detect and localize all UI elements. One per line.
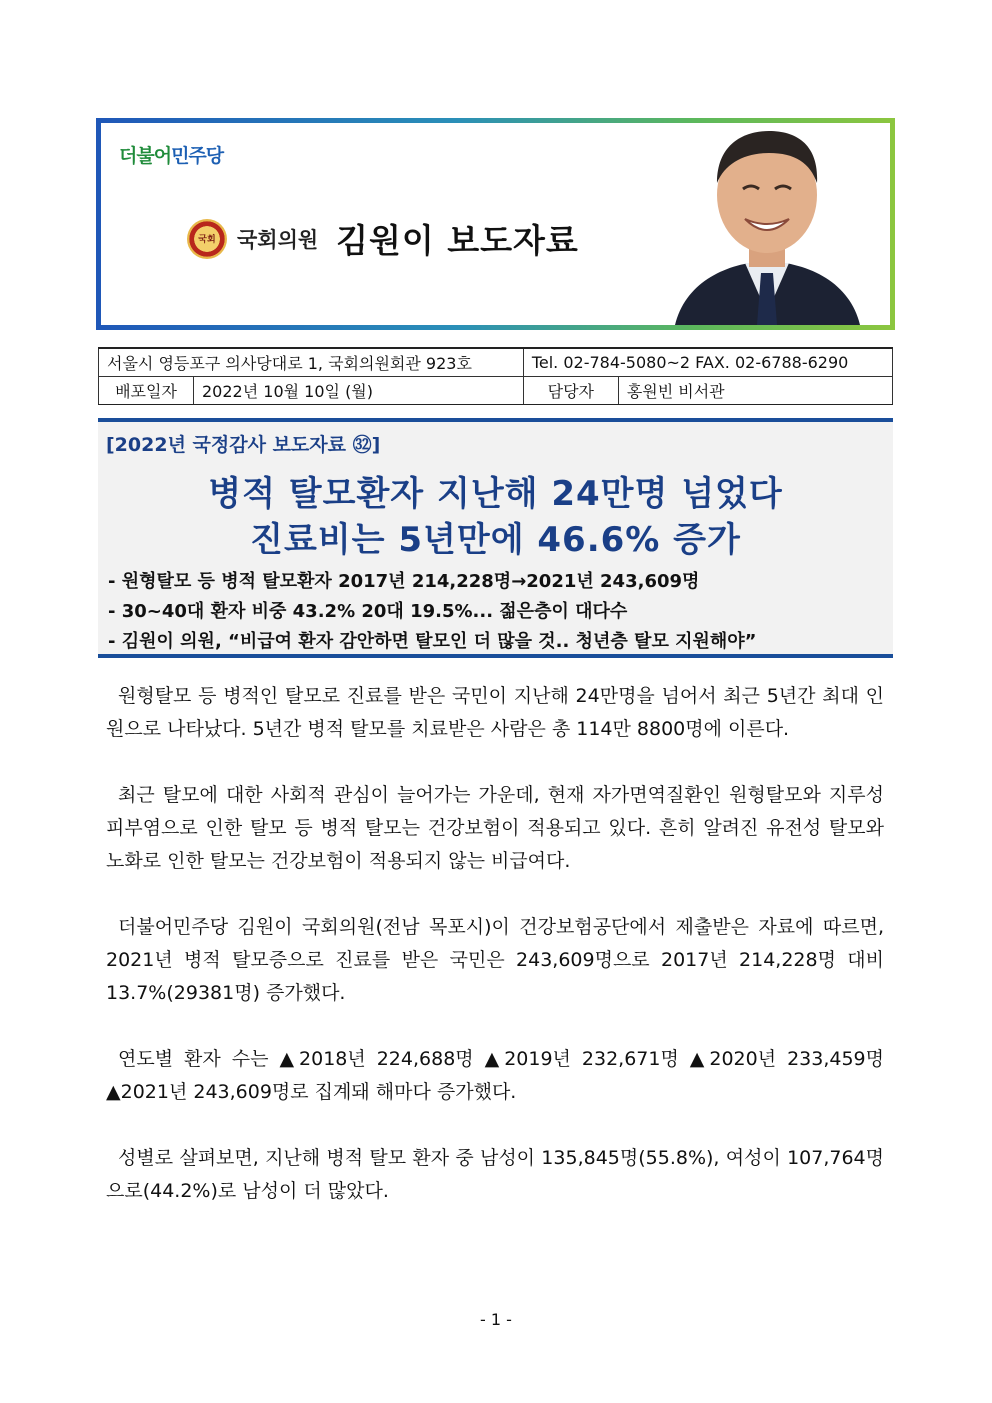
title-row xyxy=(187,215,579,262)
info-row-address xyxy=(99,348,893,377)
paragraph: 성별로 살펴보면, 지난해 병적 탈모 환자 중 남성이 135,845명(55.8%), 여성이 107,764명으로(44.2%)로 남성이 더 많았다. xyxy=(106,1147,884,1202)
person-label: 담당자 xyxy=(523,377,618,405)
main-title-line2: 진료비는 5년만에 46.6% 증가 xyxy=(250,520,741,560)
doc-title: 김원이 보도자료 xyxy=(336,221,579,260)
party-logo xyxy=(119,141,223,168)
banner-inner xyxy=(101,123,890,325)
paragraph: 연도별 환자 수는 ▲2018년 224,688명 ▲2019년 232,671명 ▲2020년 233,459명 ▲2021년 243,609명로 집계돼 해마다 증가했다. xyxy=(106,1048,884,1103)
info-row-date xyxy=(99,377,893,405)
date-label: 배포일자 xyxy=(99,377,194,405)
report-tag: [2022년 국정감사 보도자료 ㉜] xyxy=(106,434,381,456)
party-logo-part1: 더불어 xyxy=(119,145,172,167)
subheads xyxy=(108,567,756,657)
page-number: - 1 - xyxy=(480,1310,512,1329)
person-value: 홍원빈 비서관 xyxy=(618,377,892,405)
article-body xyxy=(106,680,884,1241)
portrait-photo xyxy=(645,123,890,325)
main-title-line1: 병적 탈모환자 지난해 24만명 넘었다 xyxy=(208,474,783,514)
member-label: 국회의원 xyxy=(237,227,319,252)
seal-text: 국회 xyxy=(198,235,216,245)
portrait-illustration xyxy=(645,123,890,325)
date-value: 2022년 10월 10일 (월) xyxy=(194,377,524,405)
contact-info-table xyxy=(98,347,893,405)
header-banner xyxy=(96,118,895,330)
subhead: - 30~40대 환자 비중 43.2% 20대 19.5%... 젊은층이 대다수 xyxy=(108,601,628,622)
subhead: - 김원이 의원, “비급여 환자 감안하면 탈모인 더 많을 것.. 청년층 탈모 지원해야” xyxy=(108,631,757,652)
address-cell: 서울시 영등포구 의사당대로 1, 국회의원회관 923호 xyxy=(99,348,524,377)
headline-box xyxy=(98,418,893,658)
subhead: - 원형탈모 등 병적 탈모환자 2017년 214,228명→2021년 243,609명 xyxy=(108,571,700,592)
paragraph: 최근 탈모에 대한 사회적 관심이 늘어가는 가운데, 현재 자가면역질환인 원형탈모와 지루성 피부염으로 인한 탈모 등 병적 탈모는 건강보험이 적용되고 있다. 흔히 알려진 유전성 탈모와 노화로 인한 탈모는 건강보험이 적용되지 않는 비급여다. xyxy=(106,784,884,872)
party-logo-part2: 민주당 xyxy=(171,145,224,167)
paragraph: 원형탈모 등 병적인 탈모로 진료를 받은 국민이 지난해 24만명을 넘어서 최근 5년간 최대 인원으로 나타났다. 5년간 병적 탈모를 치료받은 사람은 총 114만 8800명에 이른다. xyxy=(106,685,884,740)
contact-cell: Tel. 02-784-5080~2 FAX. 02-6788-6290 xyxy=(523,348,892,377)
paragraph: 더불어민주당 김원이 국회의원(전남 목포시)이 건강보험공단에서 제출받은 자료에 따르면, 2021년 병적 탈모증으로 진료를 받은 국민은 243,609명으로 2017년 214,228명 대비 13.7%(29381명) 증가했다. xyxy=(106,916,884,1004)
national-assembly-seal-icon xyxy=(187,219,227,259)
